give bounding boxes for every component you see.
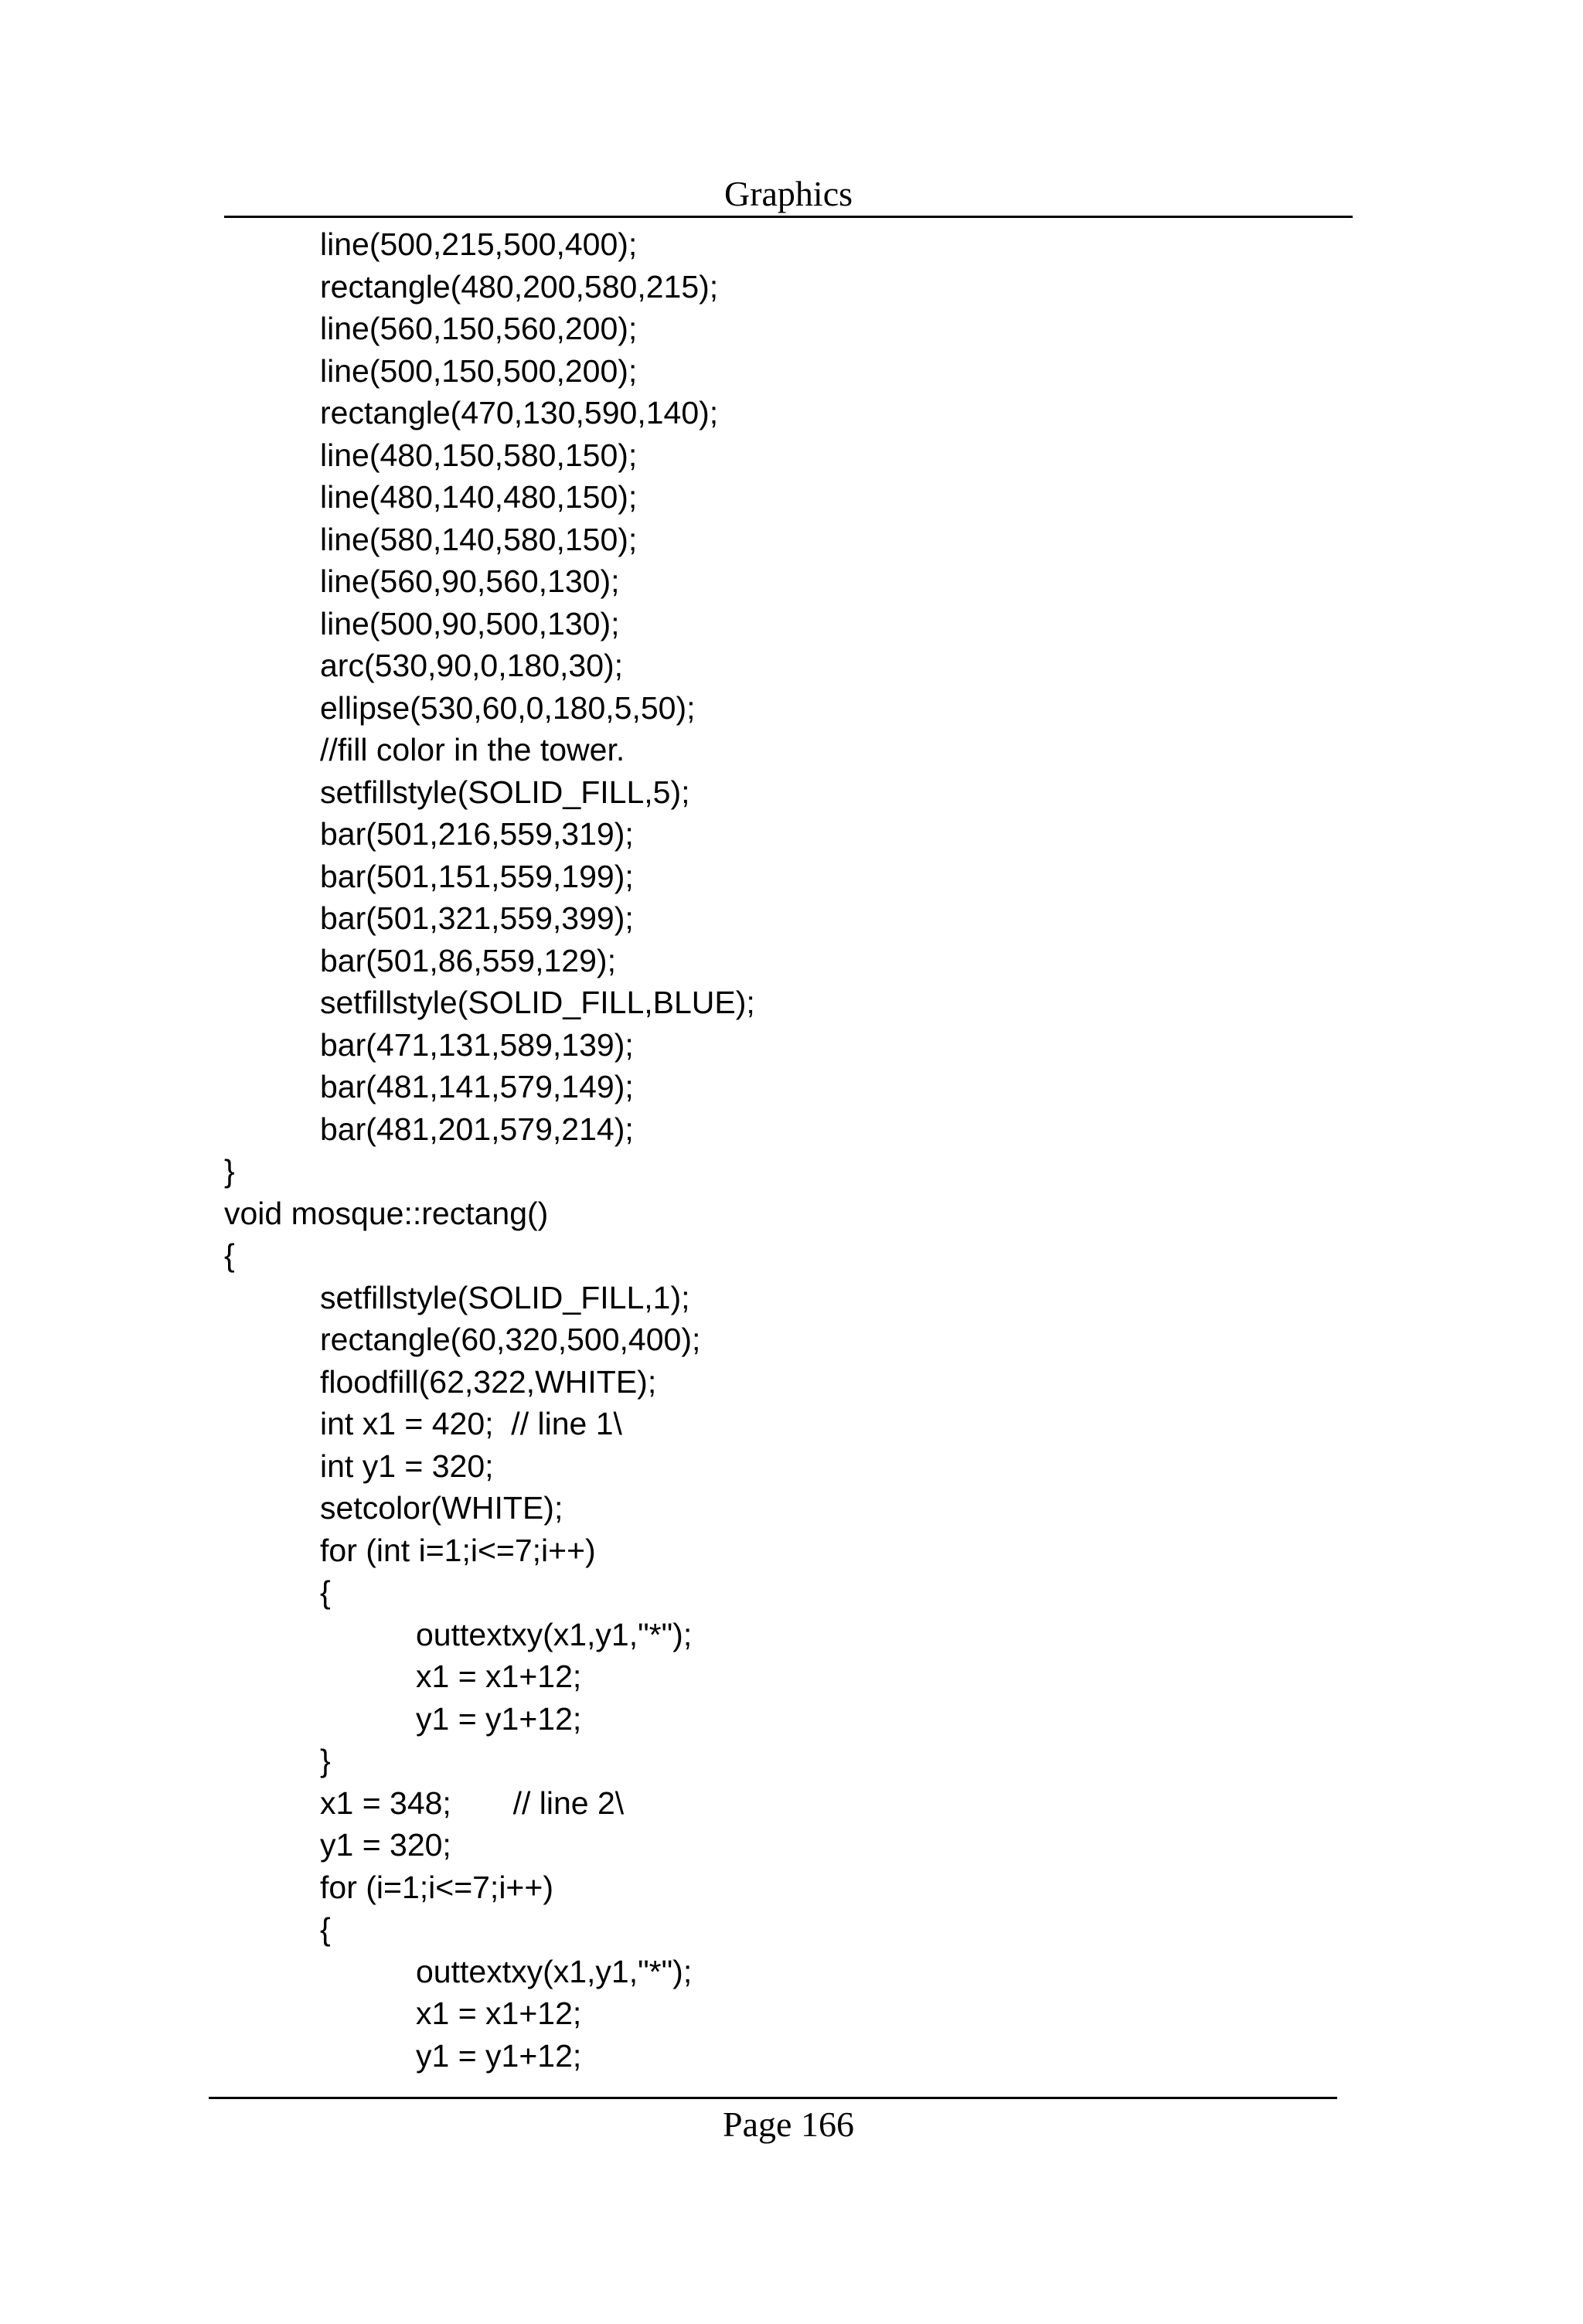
code-line: line(560,90,560,130);	[320, 563, 620, 599]
code-line: x1 = x1+12;	[416, 1659, 582, 1694]
code-line: arc(530,90,0,180,30);	[320, 648, 624, 683]
code-line: }	[224, 1153, 235, 1189]
code-line: bar(501,151,559,199);	[320, 858, 634, 894]
code-line: line(560,150,560,200);	[320, 311, 638, 346]
footer-divider	[209, 2097, 1337, 2099]
code-line: bar(481,201,579,214);	[320, 1111, 634, 1147]
code-line: line(500,215,500,400);	[320, 226, 638, 262]
code-line: int y1 = 320;	[320, 1448, 494, 1484]
header-divider	[224, 216, 1353, 218]
code-line: x1 = 348; // line 2\	[320, 1785, 625, 1821]
code-line: setfillstyle(SOLID_FILL,BLUE);	[320, 985, 755, 1020]
code-line: bar(481,141,579,149);	[320, 1069, 634, 1104]
code-line: }	[320, 1743, 331, 1778]
code-line: bar(501,321,559,399);	[320, 900, 634, 936]
code-line: x1 = x1+12;	[416, 1996, 582, 2031]
code-line: y1 = 320;	[320, 1827, 451, 1863]
code-line: line(480,150,580,150);	[320, 437, 638, 473]
code-line: //fill color in the tower.	[320, 732, 625, 767]
code-line: rectangle(60,320,500,400);	[320, 1322, 701, 1357]
code-line: y1 = y1+12;	[416, 1700, 582, 1737]
code-line: line(500,150,500,200);	[320, 352, 638, 389]
page-number: Page 166	[723, 2105, 854, 2144]
code-line: line(480,140,480,150);	[320, 479, 638, 515]
code-line: line(580,140,580,150);	[320, 521, 638, 557]
code-line: setcolor(WHITE);	[320, 1490, 563, 1526]
code-line: outtextxy(x1,y1,"*");	[416, 1953, 693, 1989]
code-listing	[224, 223, 1353, 2077]
code-line: {	[320, 1911, 331, 1947]
code-line: void mosque::rectang()	[224, 1195, 549, 1231]
code-line: floodfill(62,322,WHITE);	[320, 1363, 657, 1400]
code-line: {	[320, 1574, 331, 1610]
code-line: bar(501,86,559,129);	[320, 942, 616, 978]
code-line: line(500,90,500,130);	[320, 605, 620, 641]
code-line: for (i=1;i<=7;i++)	[320, 1869, 553, 1905]
code-line: outtextxy(x1,y1,"*");	[416, 1616, 693, 1652]
code-line: rectangle(470,130,590,140);	[320, 395, 719, 430]
code-line: int x1 = 420; // line 1\	[320, 1406, 622, 1441]
code-line: {	[224, 1237, 235, 1273]
code-line: setfillstyle(SOLID_FILL,5);	[320, 774, 690, 810]
code-line: ellipse(530,60,0,180,5,50);	[320, 689, 696, 726]
code-line: rectangle(480,200,580,215);	[320, 268, 719, 305]
code-line: bar(471,131,589,139);	[320, 1026, 634, 1063]
code-line: setfillstyle(SOLID_FILL,1);	[320, 1279, 690, 1315]
code-line: for (int i=1;i<=7;i++)	[320, 1532, 596, 1568]
code-line: bar(501,216,559,319);	[320, 816, 634, 852]
code-line: y1 = y1+12;	[416, 2037, 582, 2074]
page-header-title: Graphics	[723, 174, 853, 213]
